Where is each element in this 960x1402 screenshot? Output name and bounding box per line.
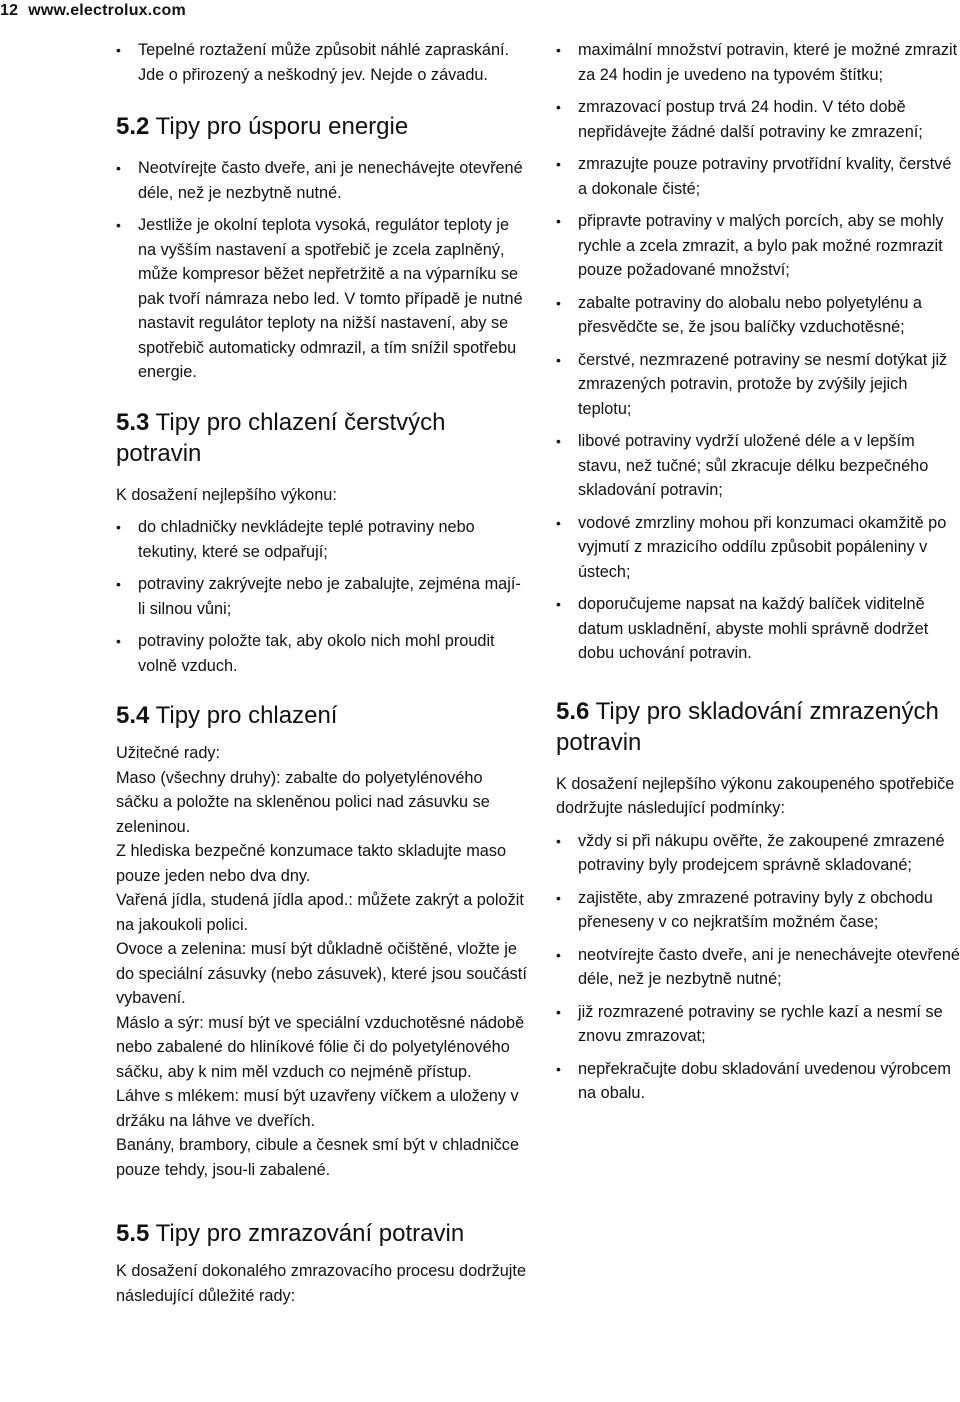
list-item: • potraviny zakrývejte nebo je zabalujte, zejména mají-li silnou vůni; (116, 572, 528, 621)
list-item: • Tepelné roztažení může způsobit náhlé zapraskání. Jde o přirozený a neškodný jev. Nejde o závadu. (116, 38, 528, 87)
intro-bullet-list (116, 38, 528, 87)
list-item: • připravte potraviny v malých porcích, aby se mohly rychle a zcela zmrazit, a bylo pak možné rozmrazit pouze požadované množství; (556, 209, 960, 283)
bullet-icon: • (556, 946, 561, 963)
bullet-icon: • (556, 351, 561, 368)
list-item: • již rozmrazené potraviny se rychle kazí a nesmí se znovu zmrazovat; (556, 1000, 960, 1049)
bullet-icon: • (556, 42, 561, 58)
section-5-4-body (116, 741, 528, 1182)
bullet-icon: • (116, 633, 121, 649)
bullet-icon: • (116, 160, 121, 176)
list-item: • neotvírejte často dveře, ani je nenechávejte otevřené déle, než je nezbytně nutné; (556, 943, 960, 992)
list-item: • Jestliže je okolní teplota vysoká, regulátor teploty je na vyšším nastavení a spotřebič je zcela zaplněný, může kompresor běžet nepřetržitě a na výparníku se pak tvoří námraza nebo led. V tomto případě je nutné nastavit regulátor teploty na nižší nastavení, aby se spotřebič automaticky odmrazil, a tím snížil spotřebu energie. (116, 213, 528, 385)
list-item: • Neotvírejte často dveře, ani je nenechávejte otevřené déle, než je nezbytně nutné. (116, 156, 528, 205)
text-line: Vařená jídla, studená jídla apod.: můžete zakrýt a položit na jakoukoli polici. (116, 891, 524, 934)
section-5-2-heading: 5.2 Tipy pro úsporu energie (116, 113, 409, 140)
section-5-2-list (116, 156, 528, 385)
text-line: Maso (všechny druhy): zabalte do polyetylénového sáčku a položte na skleněnou polici nad zásuvku se zeleninou. (116, 768, 490, 836)
section-5-4-heading: 5.4 Tipy pro chlazení (116, 702, 338, 729)
list-item: • maximální množství potravin, které je možné zmrazit za 24 hodin je uvedeno na typovém štítku; (556, 38, 960, 87)
list-item: • vodové zmrzliny mohou při konzumaci okamžitě po vyjmutí z mrazicího oddílu způsobit popáleniny v ústech; (556, 511, 960, 585)
page-header (0, 0, 186, 22)
bullet-icon: • (556, 596, 561, 612)
bullet-icon: • (116, 42, 121, 58)
bullet-icon: • (556, 213, 561, 229)
list-item: • čerstvé, nezmrazené potraviny se nesmí dotýkat již zmrazených potravin, protože by zvýšily jejich teplotu; (556, 348, 960, 422)
list-item: • zmrazovací postup trvá 24 hodin. V této době nepřidávejte žádné další potraviny ke zmrazení; (556, 95, 960, 144)
section-5-6-list (556, 829, 960, 1106)
section-5-6-intro: K dosažení nejlepšího výkonu zakoupeného spotřebiče dodržujte následující podmínky: (556, 774, 955, 817)
list-item: • nepřekračujte dobu skladování uvedenou výrobcem na obalu. (556, 1057, 960, 1106)
bullet-icon: • (556, 99, 561, 115)
section-5-3-list (116, 515, 528, 678)
page-number: 12 (0, 2, 19, 19)
right-column (556, 38, 960, 1114)
section-5-6-heading: 5.6 Tipy pro skladování zmrazených potravin (556, 697, 939, 756)
list-item: • potraviny položte tak, aby okolo nich mohl proudit volně vzduch. (116, 629, 528, 678)
bullet-icon: • (556, 433, 561, 449)
text-line: Láhve s mlékem: musí být uzavřeny víčkem a uloženy v držáku na láhve ve dveřích. (116, 1087, 519, 1130)
bullet-icon: • (556, 832, 561, 849)
list-item: • libové potraviny vydrží uložené déle a v lepším stavu, než tučné; sůl zkracuje délku bezpečného skladování potravin; (556, 429, 960, 503)
section-5-5-heading: 5.5 Tipy pro zmrazování potravin (116, 1220, 465, 1247)
freezing-tips-list (556, 38, 960, 666)
list-item: • vždy si při nákupu ověřte, že zakoupené zmrazené potraviny byly prodejcem správně skladované; (556, 829, 960, 878)
bullet-icon: • (116, 217, 121, 233)
bullet-icon: • (556, 1003, 561, 1020)
site-url: www.electrolux.com (28, 2, 186, 19)
text-line: Banány, brambory, cibule a česnek smí být v chladničce pouze tehdy, jsou-li zabalené. (116, 1136, 519, 1179)
bullet-icon: • (556, 156, 561, 172)
list-item: • zabalte potraviny do alobalu nebo polyetylénu a přesvědčte se, že jsou balíčky vzduchotěsné; (556, 291, 960, 340)
section-5-5-intro: K dosažení dokonalého zmrazovacího procesu dodržujte následující důležité rady: (116, 1262, 526, 1305)
bullet-icon: • (116, 519, 121, 535)
section-5-3-intro: K dosažení nejlepšího výkonu: (116, 485, 337, 504)
bullet-icon: • (556, 1060, 561, 1077)
text-line: Máslo a sýr: musí být ve speciální vzduchotěsné nádobě nebo zabalené do hliníkové fólie či do polyetylénového sáčku, aby k nim měl vzduch co nejméně přístup. (116, 1013, 525, 1081)
bullet-icon: • (556, 294, 561, 311)
list-item: • doporučujeme napsat na každý balíček viditelně datum uskladnění, abyste mohli správně dodržet dobu uchování potravin. (556, 592, 960, 666)
list-item: • do chladničky nevkládejte teplé potraviny nebo tekutiny, které se odpařují; (116, 515, 528, 564)
bullet-icon: • (116, 576, 121, 592)
left-column (116, 38, 528, 1308)
list-item: • zajistěte, aby zmrazené potraviny byly z obchodu přeneseny v co nejkratším možném čase; (556, 886, 960, 935)
section-5-3-heading: 5.3 Tipy pro chlazení čerstvých potravin (116, 408, 446, 467)
list-item: • zmrazujte pouze potraviny prvotřídní kvality, čerstvé a dokonale čisté; (556, 152, 960, 201)
text-line: Ovoce a zelenina: musí být důkladně očištěné, vložte je do speciální zásuvky (nebo zásuvek), které jsou součástí vybavení. (116, 940, 527, 1007)
text-line: Z hlediska bezpečné konzumace takto skladujte maso pouze jeden nebo dva dny. (116, 842, 507, 885)
bullet-icon: • (556, 514, 561, 531)
text-line: Užitečné rady: (116, 744, 221, 762)
bullet-icon: • (556, 889, 561, 906)
